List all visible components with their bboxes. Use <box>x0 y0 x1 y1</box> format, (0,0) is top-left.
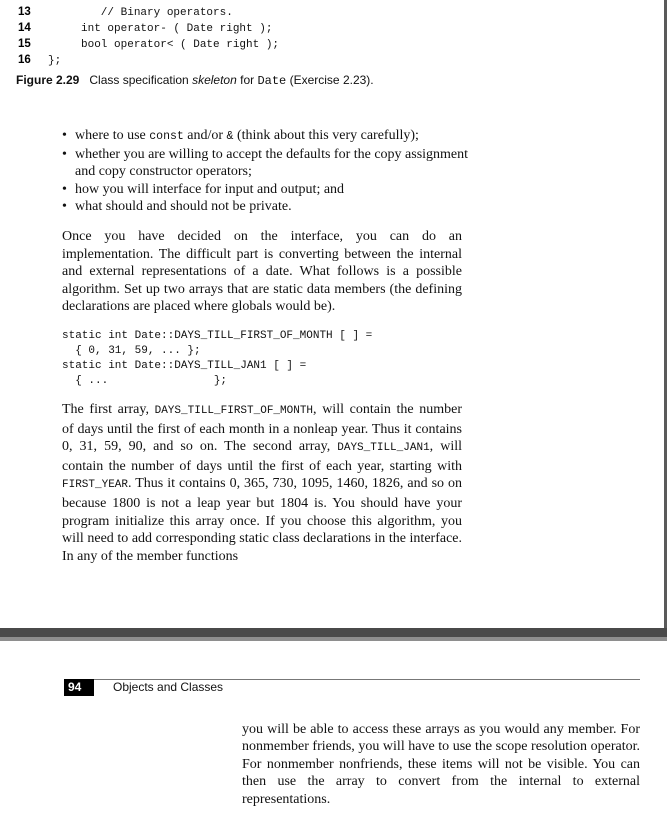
code-block: static int Date::DAYS_TILL_FIRST_OF_MONTH [ ] = { 0, 31, 59, ... }; static int Date::DAYS_TILL_JAN1 [ ] = { ... }; <box>62 330 373 387</box>
list-text: and/or <box>183 128 227 143</box>
code-text: // Binary operators. <box>48 7 233 19</box>
figure-caption <box>16 73 374 88</box>
line-number: 13 <box>18 6 31 18</box>
caption-code: Date <box>257 74 287 88</box>
page-separator <box>0 628 667 637</box>
caption-text: (Exercise 2.23). <box>286 73 374 87</box>
code-text: }; <box>48 55 62 67</box>
line-number: 14 <box>18 22 31 34</box>
code-line <box>18 20 279 36</box>
figure-label: Figure 2.29 <box>16 73 80 87</box>
paragraph-text: , will contain the number of days until the first of each year, starting with <box>62 439 462 474</box>
inline-code: FIRST_YEAR <box>62 479 129 492</box>
list-item: • what should and should not be private. <box>62 198 472 216</box>
inline-code: & <box>226 130 234 143</box>
caption-text: for <box>236 73 258 87</box>
paragraph: Once you have decided on the interface, you can do an implementation. The difficult part is converting between the internal and external representations of a date. What follows is a possible algorithm. Set up two arrays that are static data members (the defining declarations are placed where globals would be). <box>62 229 462 315</box>
page-number: 94 <box>64 679 94 696</box>
inline-code: DAYS_TILL_FIRST_OF_MONTH <box>154 405 314 417</box>
code-text: bool operator< ( Date right ); <box>48 39 280 51</box>
paragraph: you will be able to access these arrays as you would any member. For nonmember friends, you will have to use the scope resolution operator. For nonmember nonfriends, these items will not be visible. You can then use the array to convert from the internal to external representations. <box>242 722 640 807</box>
code-line <box>18 4 279 20</box>
line-number: 16 <box>18 54 31 66</box>
caption-text: Class specification <box>89 73 193 87</box>
paragraph-text: , will contain the number of days until the first of each month in a nonleap year. Thus it contains 0, 31, 59, 90, and so on. The second array, <box>62 402 462 455</box>
list-item: • whether you are willing to accept the defaults for the copy assignment and copy constructor operators; <box>62 146 472 181</box>
paragraph-text: . Thus it contains 0, 365, 730, 1095, 1460, 1826, and so on because 1800 is not a leap year but 1804 is. You should have your program initialize this array once. If you choose this algorithm, you will need to add corresponding static class declarations in the interface. In any of the member functions <box>62 476 462 564</box>
list-text: where to use <box>75 128 150 143</box>
code-text: int operator- ( Date right ); <box>48 23 273 35</box>
paragraph <box>62 401 462 565</box>
running-header: Objects and Classes <box>113 680 224 694</box>
code-line <box>18 52 279 68</box>
code-listing-end <box>18 4 279 68</box>
paragraph-text: The first array, <box>62 402 155 417</box>
inline-code: DAYS_TILL_JAN1 <box>337 442 430 455</box>
line-number: 15 <box>18 38 31 50</box>
bullet-list <box>62 127 472 216</box>
code-line <box>18 36 279 52</box>
inline-code: const <box>149 130 184 143</box>
list-text: (think about this very carefully); <box>233 128 419 143</box>
caption-italic: skeleton <box>192 73 237 87</box>
list-item <box>62 127 472 146</box>
list-item: • how you will interface for input and output; and <box>62 181 472 199</box>
